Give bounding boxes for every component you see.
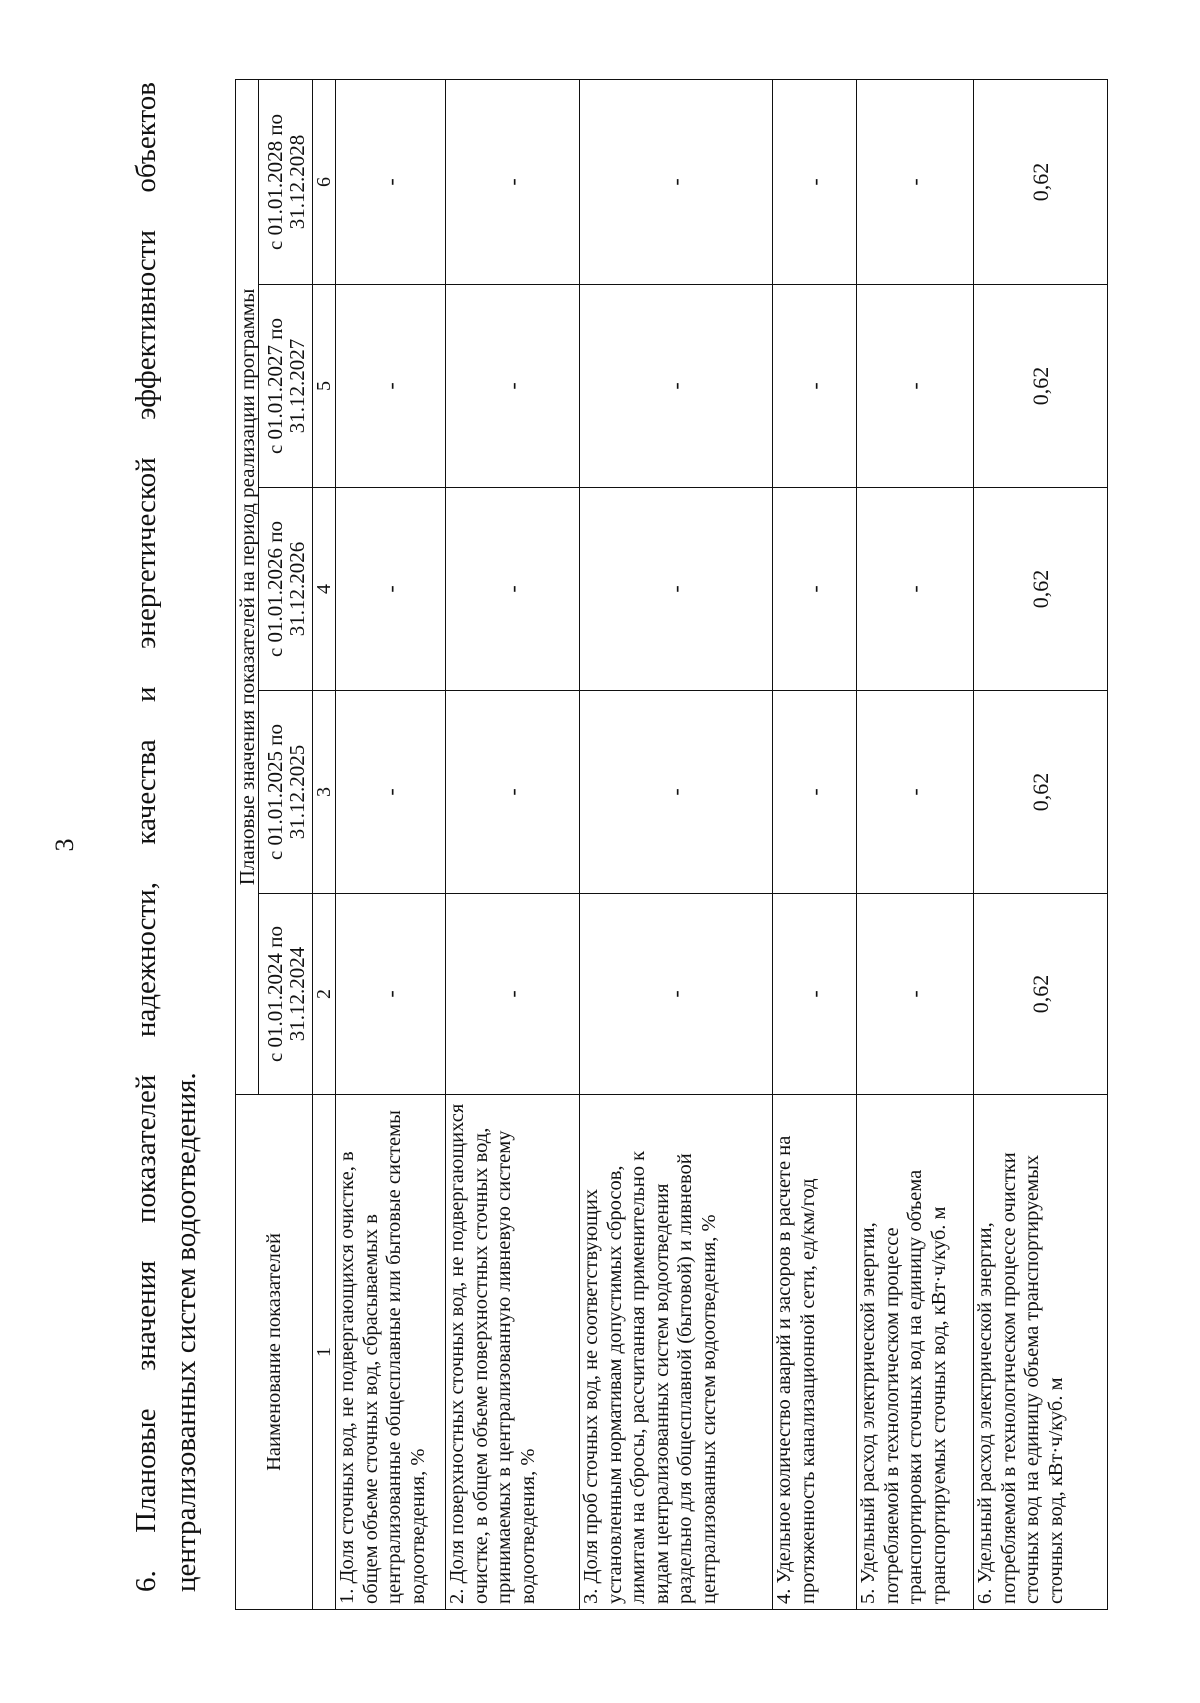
indicator-value: -	[336, 488, 446, 691]
indicator-value: 0,62	[974, 691, 1108, 894]
table-row	[773, 79, 857, 1609]
indicator-value: 0,62	[974, 488, 1108, 691]
column-number: 4	[313, 488, 336, 691]
table-row	[336, 79, 446, 1609]
column-number: 3	[313, 691, 336, 894]
table-row	[857, 79, 974, 1609]
column-number: 1	[313, 1095, 336, 1610]
column-number: 6	[313, 79, 336, 284]
indicator-value: -	[580, 488, 773, 691]
period-header: с 01.01.2024 по 31.12.2024	[259, 894, 313, 1095]
page-number: 3	[50, 838, 79, 852]
indicator-value: -	[857, 285, 974, 488]
indicator-value: -	[773, 894, 857, 1095]
section-heading	[126, 82, 206, 1592]
indicator-value: 0,62	[974, 79, 1108, 284]
heading-line-2: централизованных систем водоотведения.	[170, 1072, 202, 1592]
indicator-value: -	[857, 894, 974, 1095]
period-header: с 01.01.2025 по 31.12.2025	[259, 691, 313, 894]
indicator-value: -	[336, 285, 446, 488]
indicator-value: -	[773, 488, 857, 691]
planned-values-header: Плановые значения показателей на период реализации программы	[236, 79, 259, 1094]
indicator-value: 0,62	[974, 285, 1108, 488]
indicator-value: -	[336, 691, 446, 894]
indicator-value: -	[336, 894, 446, 1095]
column-number-row	[313, 79, 336, 1609]
name-column-header: Наименование показателей	[236, 1095, 313, 1610]
indicator-value: -	[857, 79, 974, 284]
indicator-name: 2. Доля поверхностных сточных вод, не подвергающихся очистке, в общем объеме поверхностных сточных вод, принимаемых в централизованную ливневую систему водоотведения, %	[446, 1095, 580, 1610]
indicator-value: -	[446, 79, 580, 284]
indicator-value: -	[773, 691, 857, 894]
indicator-value: 0,62	[974, 894, 1108, 1095]
table-row	[580, 79, 773, 1609]
indicator-value: -	[580, 79, 773, 284]
indicator-value: -	[857, 691, 974, 894]
indicator-name: 1. Доля сточных вод, не подвергающихся очистке, в общем объеме сточных вод, сбрасываемых в централизованные общесплавные или бытовые системы водоотведения, %	[336, 1095, 446, 1610]
heading-line-1: 6. Плановые значения показателей надежности, качества и энергетической эффективности объектов	[130, 82, 162, 1592]
rotated-page	[30, 60, 1160, 1640]
table-row	[446, 79, 580, 1609]
indicator-name: 3. Доля проб сточных вод, не соответствующих установленным нормативам допустимых сбросов, лимитам на сбросы, рассчитанная применительно к видам централизованных систем водоотведения раздельно для общесплавной (бытовой) и ливневой централизованных систем водоотведения, %	[580, 1095, 773, 1610]
indicator-value: -	[336, 79, 446, 284]
period-header: с 01.01.2028 по 31.12.2028	[259, 79, 313, 284]
indicator-name: 4. Удельное количество аварий и засоров в расчете на протяженность канализационной сети, ед/км/год	[773, 1095, 857, 1610]
indicator-value: -	[446, 488, 580, 691]
period-header: с 01.01.2027 по 31.12.2027	[259, 285, 313, 488]
indicators-table	[235, 79, 1108, 1610]
indicator-value: -	[446, 894, 580, 1095]
column-number: 2	[313, 894, 336, 1095]
indicator-value: -	[773, 285, 857, 488]
indicator-value: -	[446, 691, 580, 894]
indicator-value: -	[580, 691, 773, 894]
indicator-value: -	[446, 285, 580, 488]
indicator-name: 5. Удельный расход электрической энергии, потребляемой в технологическом процессе транспортировки сточных вод на единицу объема транспортируемых сточных вод, кВт·ч/куб. м	[857, 1095, 974, 1610]
indicator-value: -	[773, 79, 857, 284]
column-number: 5	[313, 285, 336, 488]
indicator-name: 6. Удельный расход электрической энергии, потребляемой в технологическом процессе очистки сточных вод на единицу объема транспортируемых сточных вод, кВт·ч/куб. м	[974, 1095, 1108, 1610]
indicator-value: -	[580, 285, 773, 488]
table-row	[974, 79, 1108, 1609]
indicator-value: -	[580, 894, 773, 1095]
period-header: с 01.01.2026 по 31.12.2026	[259, 488, 313, 691]
indicator-value: -	[857, 488, 974, 691]
